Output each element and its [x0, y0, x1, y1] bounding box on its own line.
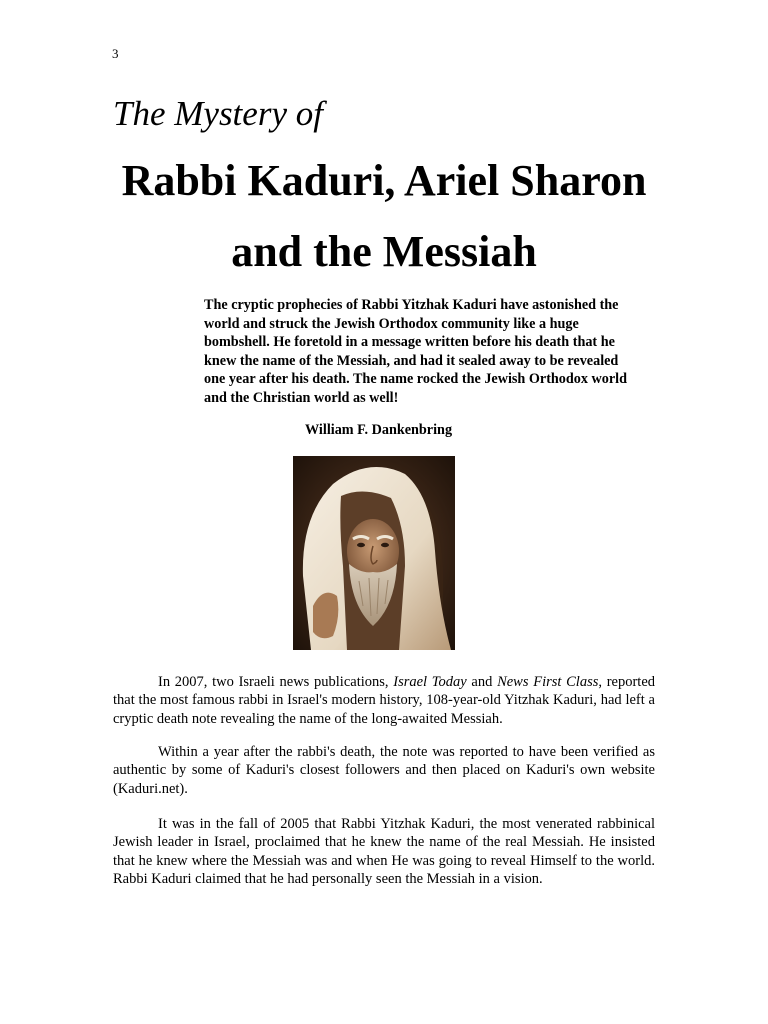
publication-name: News First Class	[497, 674, 599, 690]
page-title-line-1: Rabbi Kaduri, Ariel Sharon	[121, 156, 647, 205]
page-title-line-2: and the Messiah	[231, 227, 537, 276]
publication-name: Israel Today	[393, 674, 467, 690]
body-paragraph-2-text: Within a year after the rabbi's death, the note was reported to have been verified as authentic by some of Kaduri's closest followers and then placed on Kaduri's own website (Kaduri.net).	[113, 744, 655, 797]
left-eye	[357, 543, 365, 547]
body-paragraph-1	[113, 673, 655, 728]
body-paragraph-2	[113, 743, 655, 798]
title-kicker: The Mystery of	[113, 94, 323, 133]
body-paragraph-3	[113, 815, 655, 889]
rabbi-portrait-photo	[293, 456, 455, 650]
abstract: The cryptic prophecies of Rabbi Yitzhak Kaduri have astonished the world and struck the Jewish Orthodox community like a huge bombshell. He foretold in a message written before his death that he knew the name of the Messiah, and had it sealed away to be revealed one year after his death. The name rocked the Jewish Orthodox world and the Christian world as well!	[204, 297, 627, 406]
body-paragraph-1-conjunction: and	[466, 674, 498, 690]
page-number: 3	[112, 46, 119, 61]
body-paragraph-1-intro: In 2007, two Israeli news publications,	[158, 674, 394, 690]
body-paragraph-3-text: It was in the fall of 2005 that Rabbi Yitzhak Kaduri, the most venerated rabbinical Jewish leader in Israel, proclaimed that he knew the name of the real Messiah. He insisted that he knew where the Messiah was and when He was going to reveal Himself to the world. Rabbi Kaduri claimed that he had personally seen the Messiah in a vision.	[113, 816, 655, 888]
author-byline: William F. Dankenbring	[305, 422, 453, 438]
right-eye	[381, 543, 389, 547]
body-paragraph-1-rest: , reported that the most famous rabbi in Israel's modern history, 108-year-old Yitzhak Kaduri, had left a cryptic death note revealing the name of the long-awaited Messiah.	[113, 674, 656, 727]
